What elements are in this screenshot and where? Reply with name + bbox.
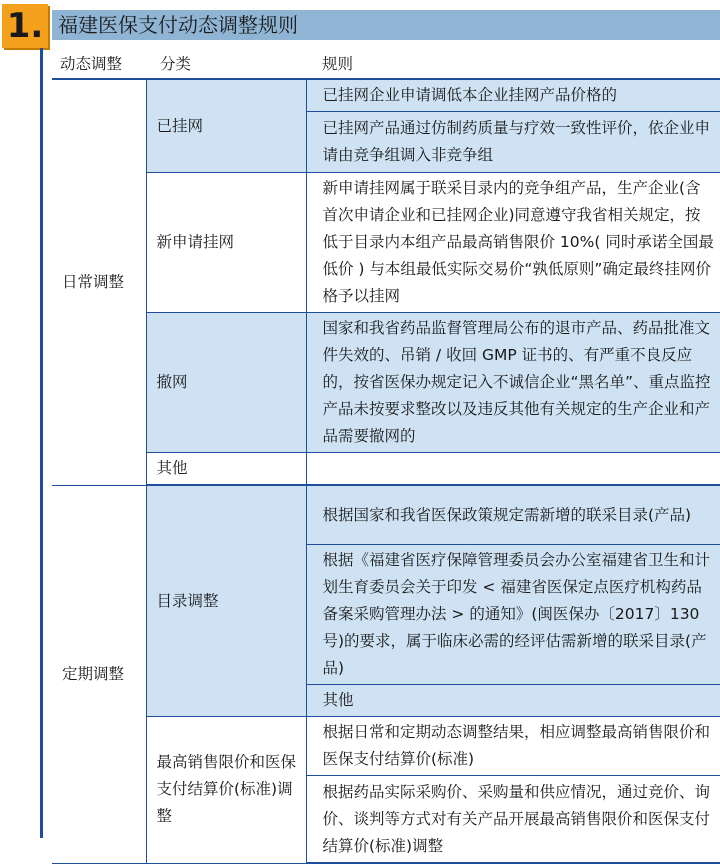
- header-rule: 规则: [306, 48, 720, 79]
- listed-label: 已挂网: [146, 79, 306, 173]
- price-rule-2: 根据药品实际采购价、采购量和供应情况，通过竞价、询价、谈判等方式对有关产品开展最高销售限价和医保支付结算价(标准)调整: [306, 776, 720, 864]
- table-row: [52, 485, 720, 545]
- daily-other-rule: [306, 453, 720, 486]
- section-banner: [0, 0, 720, 50]
- table-header-row: [52, 48, 720, 79]
- table-row: [52, 313, 720, 453]
- withdraw-rule: 国家和我省药品监督管理局公布的退市产品、药品批准文件失效的、吊销 / 收回 GMP 证书的、有严重不良反应的，按省医保办规定记入不诚信企业“黑名单”、重点监控产品未按要求整改以及违反其他有关规定的生产企业和产品需要撤网的: [306, 313, 720, 453]
- periodic-adjust-label: 定期调整: [52, 485, 146, 863]
- catalog-rule-3: 其他: [306, 685, 720, 717]
- rules-table-wrapper: [52, 48, 720, 864]
- listed-rule-1: 已挂网企业申请调低本企业挂网产品价格的: [306, 79, 720, 112]
- price-rule-1: 根据日常和定期动态调整结果，相应调整最高销售限价和医保支付结算价(标准): [306, 717, 720, 776]
- table-row: [52, 453, 720, 486]
- rules-table: [52, 48, 720, 864]
- catalog-adjust-label: 目录调整: [146, 485, 306, 717]
- section-number: 1.: [2, 4, 48, 48]
- withdraw-label: 撤网: [146, 313, 306, 453]
- price-adjust-label: 最高销售限价和医保支付结算价(标准)调整: [146, 717, 306, 864]
- table-row: [52, 173, 720, 313]
- daily-other-label: 其他: [146, 453, 306, 486]
- section-title: 福建医保支付动态调整规则: [52, 10, 720, 40]
- table-row: [52, 79, 720, 112]
- table-row: [52, 717, 720, 776]
- new-listing-rule: 新申请挂网属于联采目录内的竞争组产品，生产企业(含首次申请企业和已挂网企业)同意遵守我省相关规定，按低于目录内本组产品最高销售限价 10%( 同时承诺全国最低价 ) 与本组最低实际交易价“孰低原则”确定最终挂网价格予以挂网: [306, 173, 720, 313]
- catalog-rule-2: 根据《福建省医疗保障管理委员会办公室福建省卫生和计划生育委员会关于印发 < 福建省医保定点医疗机构药品备案采购管理办法 > 的通知》(闽医保办〔2017〕130 号)的要求，属于临床必需的经评估需新增的联采目录(产品): [306, 545, 720, 685]
- left-divider: [40, 48, 43, 838]
- catalog-rule-1: 根据国家和我省医保政策规定需新增的联采目录(产品): [306, 485, 720, 545]
- header-category: 分类: [146, 48, 306, 79]
- header-dynamic-adjust: 动态调整: [52, 48, 146, 79]
- listed-rule-2: 已挂网产品通过仿制药质量与疗效一致性评价，依企业申请由竞争组调入非竞争组: [306, 112, 720, 173]
- daily-adjust-label: 日常调整: [52, 79, 146, 485]
- new-listing-label: 新申请挂网: [146, 173, 306, 313]
